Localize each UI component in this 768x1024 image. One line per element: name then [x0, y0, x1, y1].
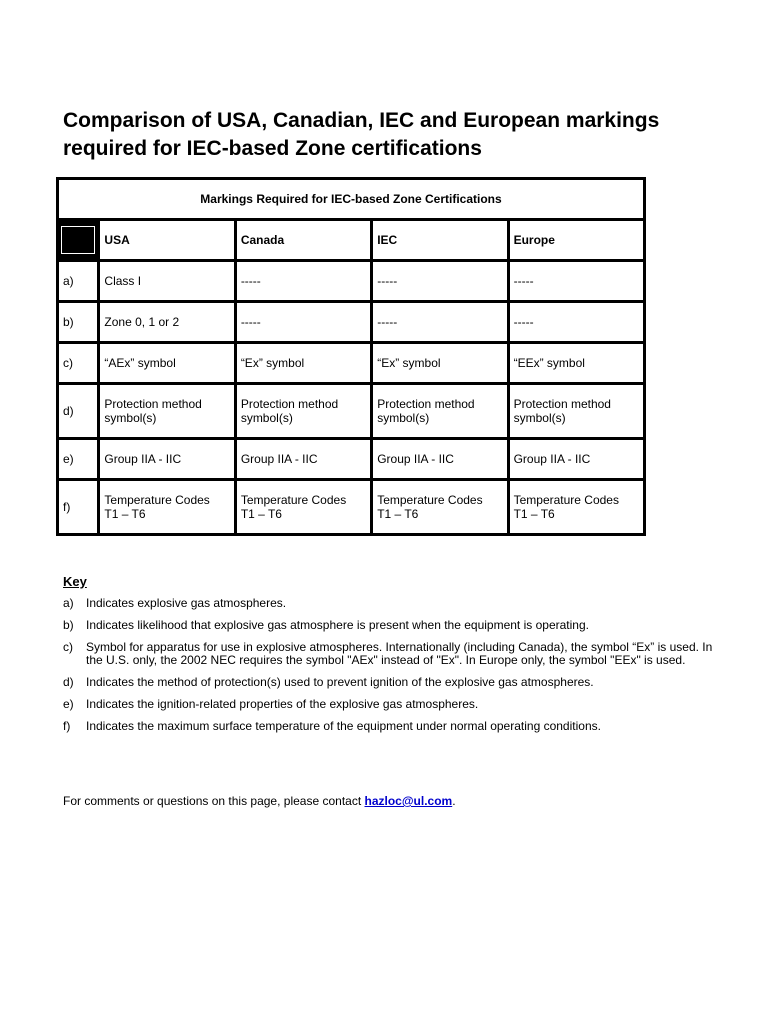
key-title: Key	[63, 574, 87, 589]
page-title: Comparison of USA, Canadian, IEC and European markings required for IEC-based Zone certifications	[63, 109, 660, 160]
markings-table	[56, 177, 646, 536]
table-header-row	[58, 220, 645, 261]
cell-text: “Ex” symbol	[377, 356, 441, 370]
table-cell	[372, 384, 508, 439]
table-cell	[235, 480, 371, 535]
table-cell	[508, 302, 644, 343]
key-section	[63, 574, 713, 742]
table-cell	[508, 480, 644, 535]
key-item-letter: c)	[63, 640, 73, 654]
cell-text: “EEx” symbol	[513, 356, 585, 370]
table-cell	[235, 302, 371, 343]
row-label: e)	[58, 439, 99, 480]
corner-cell	[58, 220, 99, 261]
key-list	[63, 597, 713, 733]
cell-text: -----	[377, 274, 398, 288]
row-label: a)	[58, 261, 99, 302]
table-cell	[372, 343, 508, 384]
contact-email-link[interactable]: hazloc@ul.com	[364, 794, 453, 808]
cell-text: Class I	[104, 274, 142, 288]
table-row	[58, 343, 645, 384]
cell-text: Protection method symbol(s)	[240, 397, 339, 425]
cell-text: Group IIA - IIC	[240, 452, 318, 466]
table-cell	[99, 439, 235, 480]
cell-text: “Ex” symbol	[240, 356, 305, 370]
cell-text: Group IIA - IIC	[104, 452, 182, 466]
key-item	[63, 619, 713, 632]
cell-text: Temperature Codes T1 – T6	[513, 493, 619, 521]
key-item-letter: e)	[63, 697, 74, 711]
table-caption: Markings Required for IEC-based Zone Certifications	[58, 179, 645, 220]
key-item	[63, 597, 713, 610]
cell-text: -----	[513, 274, 534, 288]
key-item-text: Indicates the method of protection(s) used to prevent ignition of the explosive gas atmospheres.	[86, 675, 594, 689]
table-cell	[508, 384, 644, 439]
table-cell	[508, 261, 644, 302]
key-item-letter: f)	[63, 719, 71, 733]
table-cell	[235, 261, 371, 302]
cell-text: Temperature Codes T1 – T6	[377, 493, 483, 521]
table-cell	[372, 439, 508, 480]
header-usa: USA	[99, 220, 235, 261]
contact-line	[63, 794, 456, 808]
cell-text: Group IIA - IIC	[513, 452, 591, 466]
cell-text: Protection method symbol(s)	[377, 397, 475, 425]
table-cell	[372, 480, 508, 535]
row-label: c)	[58, 343, 99, 384]
table-caption-row	[58, 179, 645, 220]
table-row	[58, 302, 645, 343]
cell-text: Temperature Codes T1 – T6	[104, 493, 210, 521]
corner-marker	[61, 226, 95, 254]
key-item	[63, 641, 713, 667]
cell-text: Zone 0, 1 or 2	[104, 315, 180, 329]
key-item-letter: d)	[63, 675, 74, 689]
header-europe: Europe	[508, 220, 644, 261]
cell-text: “AEx” symbol	[104, 356, 176, 370]
table-cell	[372, 302, 508, 343]
cell-text: Temperature Codes T1 – T6	[240, 493, 347, 521]
table-cell	[235, 439, 371, 480]
key-item-text: Symbol for apparatus for use in explosive atmospheres. Internationally (including Canada), the symbol “Ex” is used. In the U.S. only, the 2002 NEC requires the symbol "AEx" instead of "Ex". In Europe only, the symbol "EEx" is used.	[86, 640, 713, 667]
key-item-text: Indicates the maximum surface temperature of the equipment under normal operating conditions.	[86, 719, 601, 733]
header-canada: Canada	[235, 220, 371, 261]
cell-text: Protection method symbol(s)	[513, 397, 611, 425]
table-row	[58, 480, 645, 535]
cell-text: -----	[377, 315, 398, 329]
table-cell	[508, 343, 644, 384]
table-row	[58, 439, 645, 480]
table-cell	[99, 384, 235, 439]
table-row	[58, 261, 645, 302]
header-iec: IEC	[372, 220, 508, 261]
key-item-letter: a)	[63, 596, 74, 610]
row-label: b)	[58, 302, 99, 343]
cell-text: -----	[513, 315, 534, 329]
cell-text: Group IIA - IIC	[377, 452, 454, 466]
table-cell	[99, 302, 235, 343]
table-cell	[99, 261, 235, 302]
key-item-letter: b)	[63, 618, 74, 632]
key-item-text: Indicates explosive gas atmospheres.	[86, 596, 287, 610]
contact-suffix: .	[452, 794, 456, 808]
contact-text: For comments or questions on this page, please contact	[63, 794, 365, 808]
table-row	[58, 384, 645, 439]
cell-text: Protection method symbol(s)	[104, 397, 202, 425]
cell-text: -----	[240, 274, 261, 288]
table-cell	[235, 384, 371, 439]
table-cell	[99, 343, 235, 384]
key-item	[63, 720, 713, 733]
key-item-text: Indicates likelihood that explosive gas atmosphere is present when the equipment is operating.	[86, 618, 589, 632]
table-cell	[99, 480, 235, 535]
row-label: f)	[58, 480, 99, 535]
table-cell	[508, 439, 644, 480]
table-cell	[372, 261, 508, 302]
key-item	[63, 676, 713, 689]
table-body	[58, 261, 645, 535]
key-item-text: Indicates the ignition-related properties of the explosive gas atmospheres.	[86, 697, 479, 711]
table-cell	[235, 343, 371, 384]
row-label: d)	[58, 384, 99, 439]
cell-text: -----	[240, 315, 261, 329]
key-item	[63, 698, 713, 711]
